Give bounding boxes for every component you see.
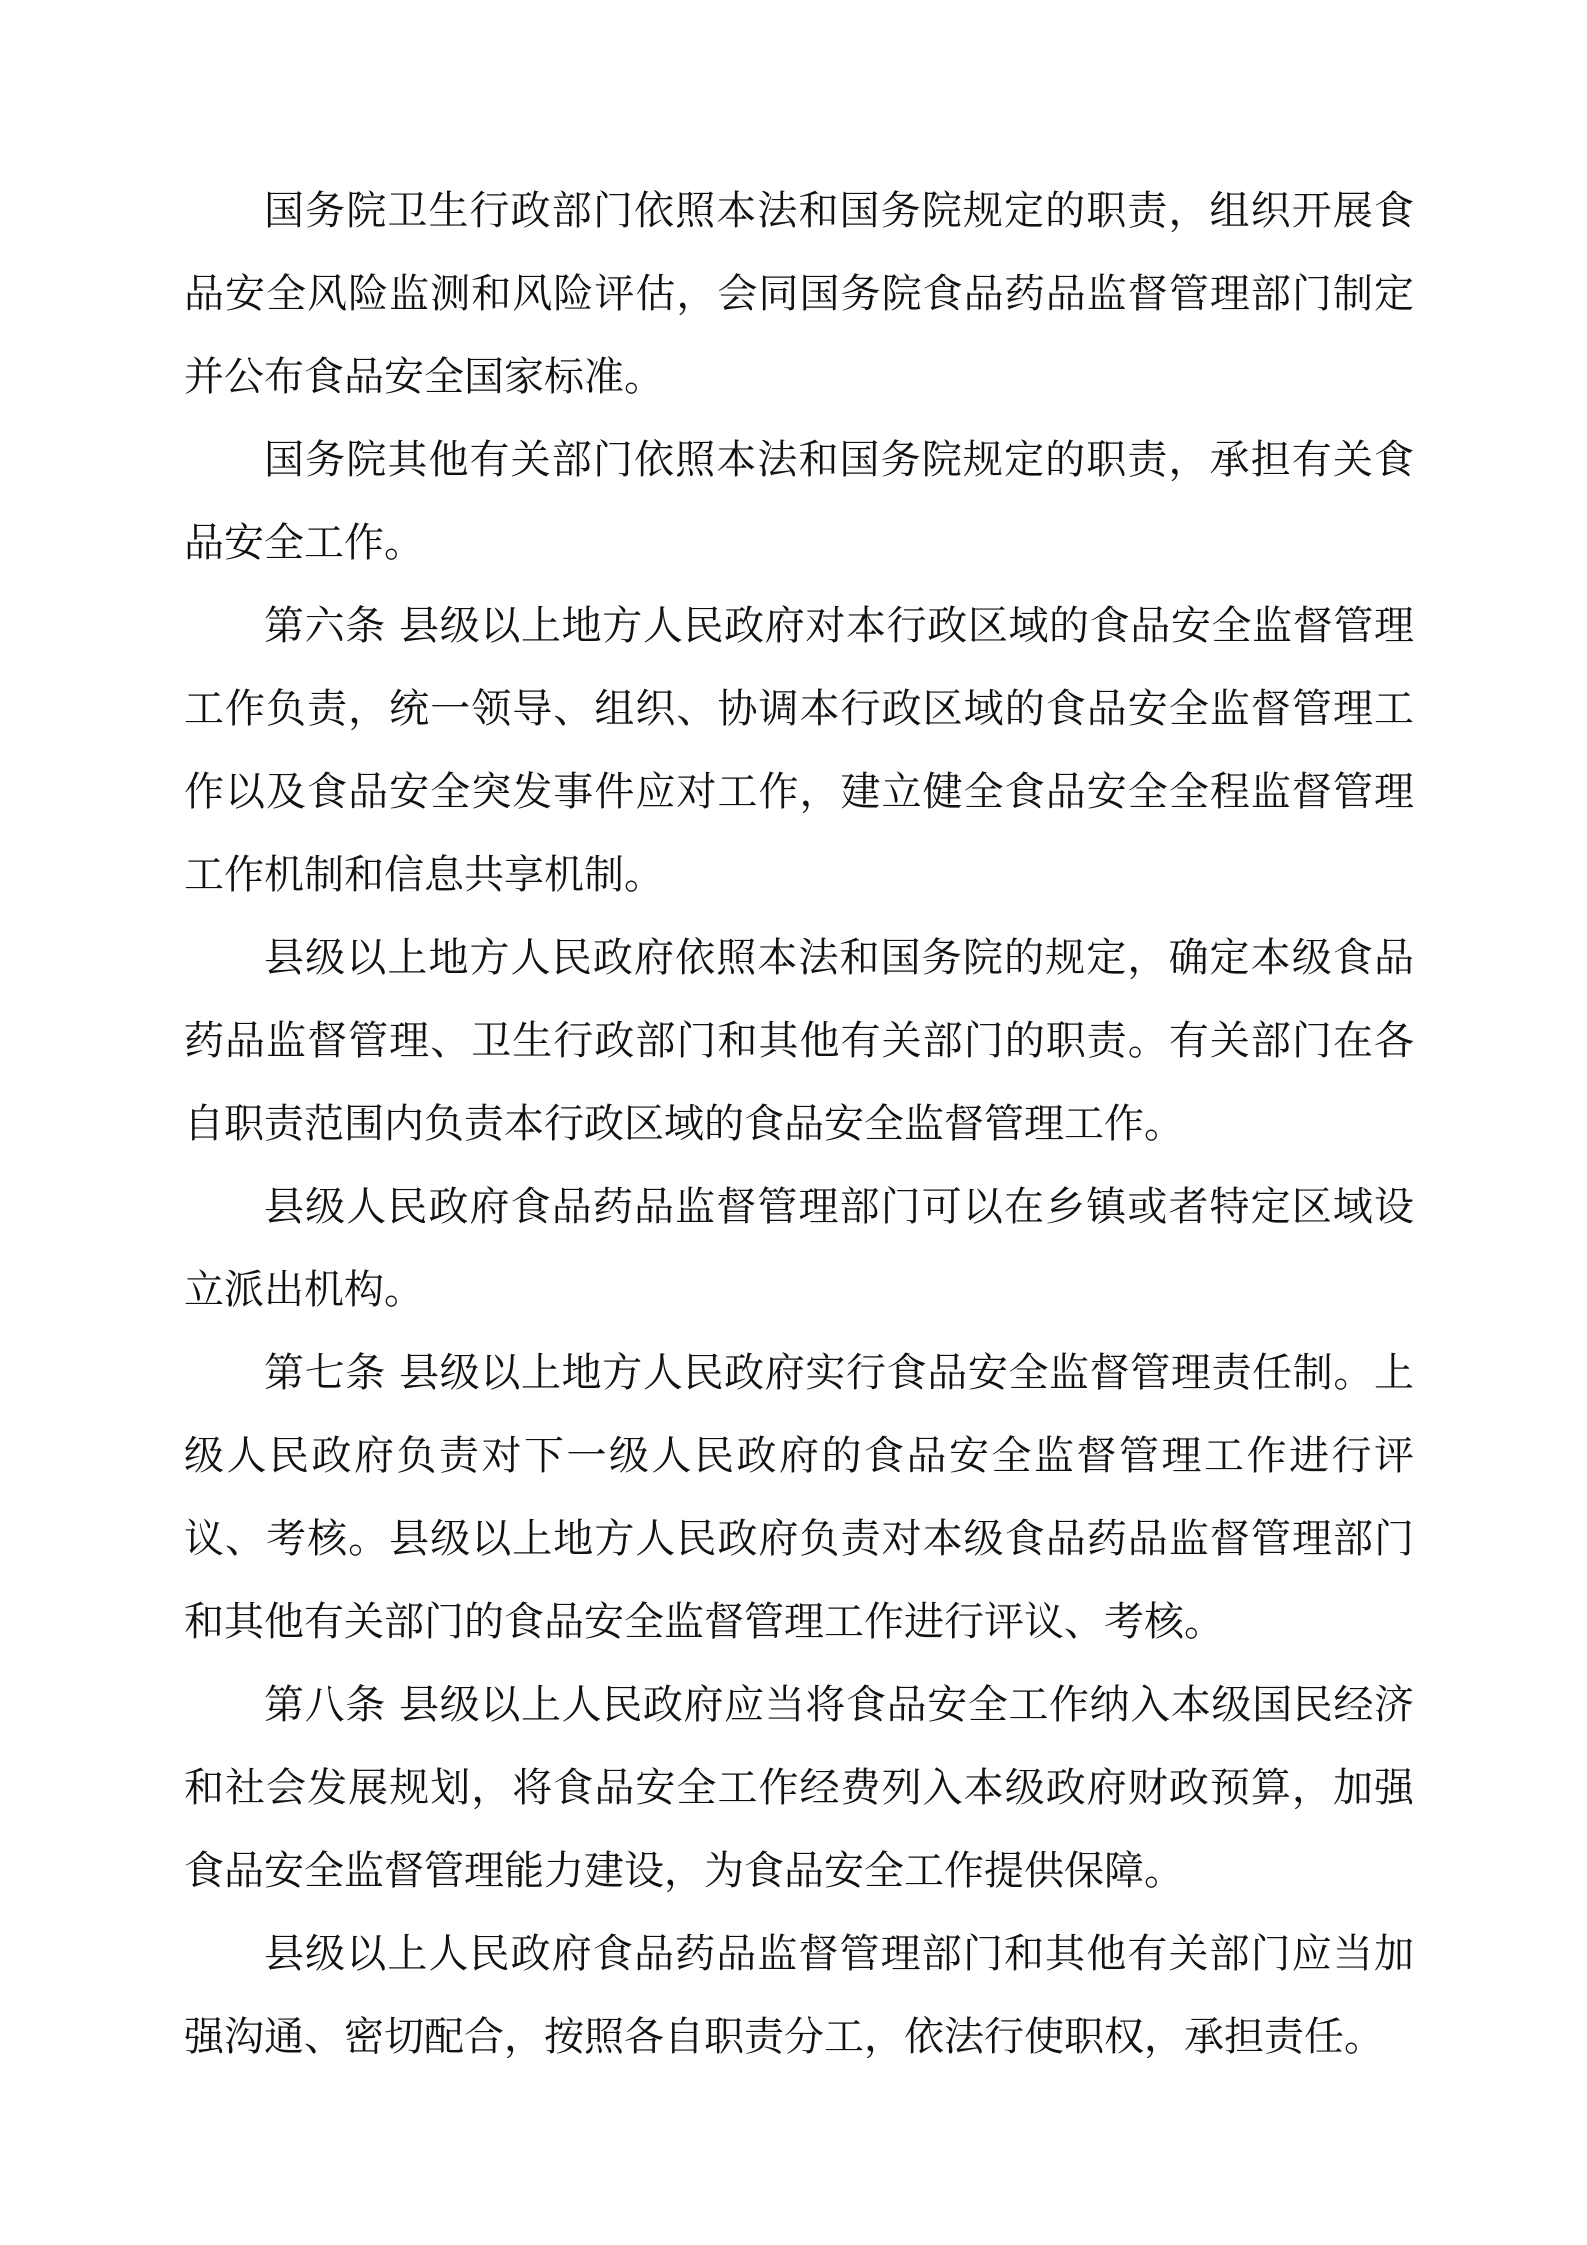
article-6-paragraph: 第六条 县级以上地方人民政府对本行政区域的食品安全监督管理工作负责，统一领导、组织、协调本行政区域的食品安全监督管理工作以及食品安全突发事件应对工作，建立健全食品安全全程监督管理工作机制和信息共享机制。 xyxy=(184,603,1414,898)
paragraph: 县级人民政府食品药品监督管理部门可以在乡镇或者特定区域设立派出机构。 xyxy=(184,1184,1414,1313)
article-7-paragraph: 第七条 县级以上地方人民政府实行食品安全监督管理责任制。上级人民政府负责对下一级人民政府的食品安全监督管理工作进行评议、考核。县级以上地方人民政府负责对本级食品药品监督管理部门和其他有关部门的食品安全监督管理工作进行评议、考核。 xyxy=(184,1350,1414,1645)
paragraph: 县级以上地方人民政府依照本法和国务院的规定，确定本级食品药品监督管理、卫生行政部门和其他有关部门的职责。有关部门在各自职责范围内负责本行政区域的食品安全监督管理工作。 xyxy=(184,935,1414,1147)
paragraph: 县级以上人民政府食品药品监督管理部门和其他有关部门应当加强沟通、密切配合，按照各自职责分工，依法行使职权，承担责任。 xyxy=(184,1931,1414,2060)
paragraph: 国务院其他有关部门依照本法和国务院规定的职责，承担有关食品安全工作。 xyxy=(184,437,1414,566)
paragraph: 国务院卫生行政部门依照本法和国务院规定的职责，组织开展食品安全风险监测和风险评估，会同国务院食品药品监督管理部门制定并公布食品安全国家标准。 xyxy=(184,188,1414,400)
document-body xyxy=(184,170,1414,2079)
article-8-paragraph: 第八条 县级以上人民政府应当将食品安全工作纳入本级国民经济和社会发展规划，将食品安全工作经费列入本级政府财政预算，加强食品安全监督管理能力建设，为食品安全工作提供保障。 xyxy=(184,1682,1414,1894)
